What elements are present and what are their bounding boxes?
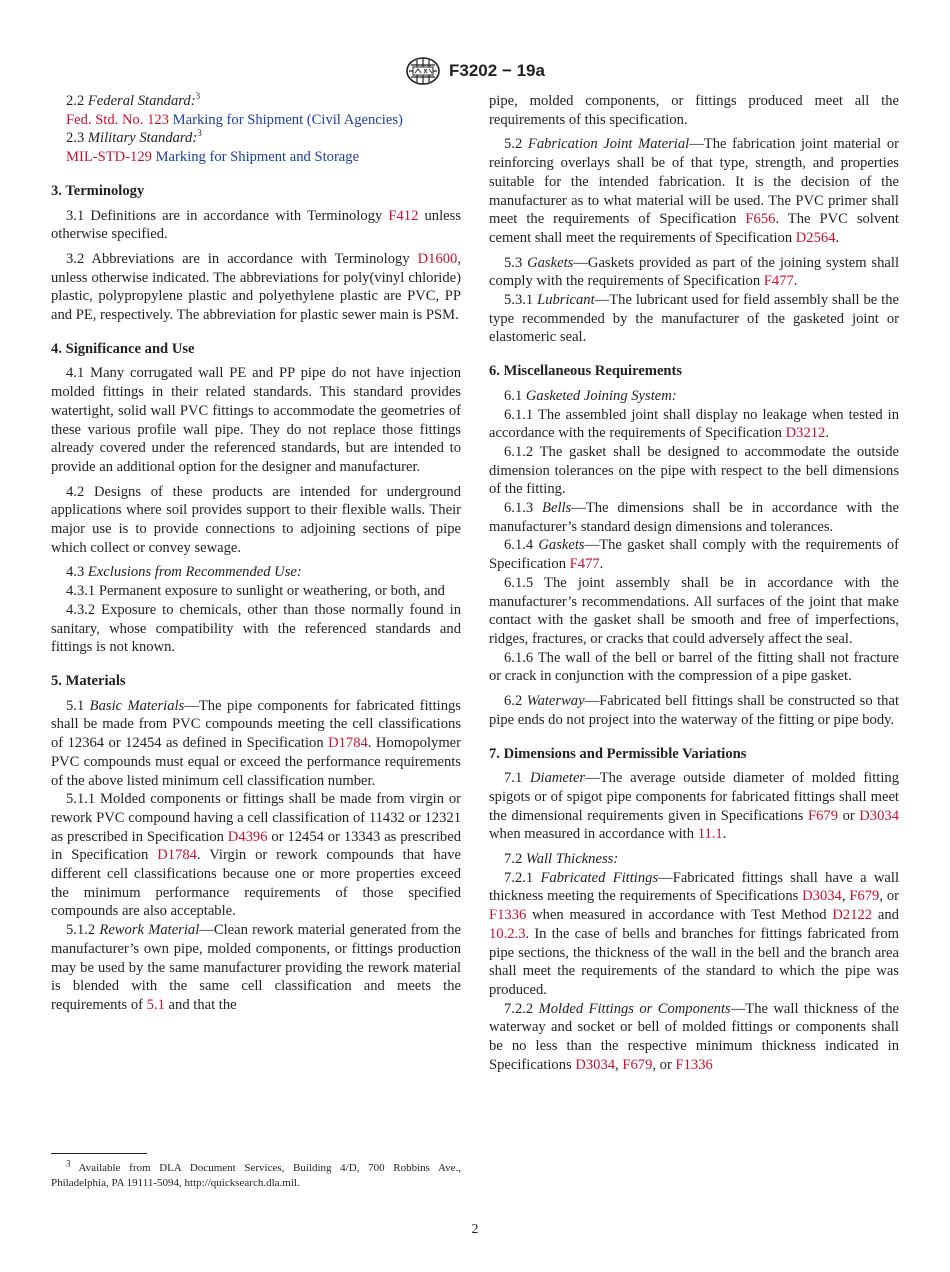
d1784-link[interactable]: D1784: [157, 847, 197, 864]
left-column: [51, 92, 461, 1015]
section-2-2: 2.2 Federal Standard:$^3$: [66, 91, 201, 109]
page-header: [0, 54, 950, 88]
paragraph-7-2-2: 7.2.2 Molded Fittings or Components—The wall thickness of the waterway and socket or bell of molded fittings or components shall be no less than the respective minimum thickness indicated in Specifications D3034, F679, or F1336: [489, 1000, 899, 1073]
d2122-link[interactable]: D2122: [832, 907, 873, 924]
document-designation: F3202 − 19a: [449, 61, 545, 80]
d1784-link[interactable]: D1784: [328, 735, 368, 752]
mil-std-129-link[interactable]: MIL-STD-129: [66, 149, 152, 166]
paragraph-3-1: 3.1 Definitions are in accordance with Terminology F412 unless otherwise specified.: [51, 207, 461, 243]
astm-logo-icon: [405, 56, 441, 86]
fed-std-123-link[interactable]: Fed. Std. No. 123: [66, 111, 169, 128]
d3034-link[interactable]: D3034: [802, 888, 842, 905]
paragraph-6-1-6: 6.1.6 The wall of the bell or barrel of the fitting shall not fracture or crack in conjunction with the compression of a pipe gasket.: [489, 649, 899, 685]
paragraph-3-2: 3.2 Abbreviations are in accordance with Terminology D1600, unless otherwise indicated. The abbreviations for poly(vinyl chloride) plastic, polypropylene plastic and polyethylene plastic are PVC, PP and PE, respectively. The abbreviation for plastic sewer main is PSM.: [51, 250, 461, 324]
federal-standard-ref: Fed. Std. No. 123 Marking for Shipment (Civil Agencies): [66, 111, 403, 128]
heading-dimensions: 7. Dimensions and Permissible Variations: [489, 745, 747, 762]
paragraph-6-1-5: 6.1.5 The joint assembly shall be in accordance with the manufacturer’s recommendations. All surfaces of the joint that make contact with the gasket shall be smooth and free of imperfections, ridges, fractures, or cracks that could adversely affect the seal.: [489, 574, 899, 647]
paragraph-5-2: 5.2 Fabrication Joint Material—The fabrication joint material or reinforcing overlays shall be of that type, strength, and properties suitable for the intended fabrication. It is the decision of the manufacturer as to what material will be used. The PVC primer shall meet the requirements of Specification F656. The PVC solvent cement shall meet the requirements of Specification D2564.: [489, 136, 900, 246]
paragraph-4-3: 4.3 Exclusions from Recommended Use:: [66, 564, 302, 581]
f679-link[interactable]: F679: [808, 807, 839, 824]
military-standard-ref: MIL-STD-129 Marking for Shipment and Storage: [66, 149, 360, 166]
paragraph-4-1: 4.1 Many corrugated wall PE and PP pipe do not have injection molded fittings in their related standards. This standard provides watertight, solid wall PVC fittings to accommodate the geometries of these various profile wall pipe. They do not replace those fittings already covered under the referenced standards, but are intended to provide an additional option for the designer and manufacturer.: [51, 365, 461, 475]
f679-link[interactable]: F679: [622, 1056, 653, 1073]
paragraph-5-3: 5.3 Gaskets—Gaskets provided as part of the joining system shall comply with the requirements of Specification F477.: [489, 254, 899, 290]
d3034-link[interactable]: D3034: [575, 1056, 616, 1073]
f1336-link[interactable]: F1336: [489, 907, 527, 924]
f412-link[interactable]: F412: [388, 207, 419, 224]
d3212-link[interactable]: D3212: [785, 425, 826, 442]
paragraph-5-1-1: 5.1.1 Molded components or fittings shall be made from virgin or rework PVC compound having a cell classification of 11432 or 12321 as prescribed in Specification D4396 or 12454 or 13343 as prescribed in Specification D1784. Virgin or rework compounds that have different cell classifications because one or more properties exceed the minimum performance requirements of those specified compounds are also acceptable.: [51, 791, 462, 920]
paragraph-5-1-2: 5.1.2 Rework Material—Clean rework material generated from the manufacturer’s own pipe, molded components, or fittings production may be used by the same manufacturer providing the rework material is blended with the same cell classification and meets the requirements of 5.1 and that the: [51, 922, 461, 1013]
paragraph-7-2-1: 7.2.1 Fabricated Fittings—Fabricated fittings shall have a wall thickness meeting the requirements of Specifications D3034, F679, or F1336 when measured in accordance with Test Method D2122 and 10.2.3. In the case of bells and branches for fittings fabricated from pipe sections, the thickness of the wall in the bell and the branch area shall meet the requirements of the standard to which the pipe was produced.: [489, 869, 899, 998]
paragraph-4-2: 4.2 Designs of these products are intended for underground applications where soil provides support to their flexible walls. Their major use is to provide connections to adjoining sections of pipe which collect or convey sewage.: [51, 483, 461, 556]
paragraph-6-1-1: 6.1.1 The assembled joint shall display no leakage when tested in accordance with the requirements of Specification D3212.: [489, 406, 899, 442]
heading-significance: 4. Significance and Use: [51, 340, 195, 357]
heading-materials: 5. Materials: [51, 672, 126, 689]
f1336-link[interactable]: F1336: [675, 1056, 713, 1073]
heading-terminology: 3. Terminology: [51, 182, 145, 199]
paragraph-6-1: 6.1 Gasketed Joining System:: [504, 387, 677, 404]
paragraph-4-3-1: 4.3.1 Permanent exposure to sunlight or weathering, or both, and: [66, 583, 445, 600]
d1600-link[interactable]: D1600: [417, 250, 458, 267]
d4396-link[interactable]: D4396: [227, 828, 268, 845]
section-5-1-link[interactable]: 5.1: [146, 996, 165, 1013]
d2564-link[interactable]: D2564: [795, 229, 836, 246]
paragraph-5-3-1: 5.3.1 Lubricant—The lubricant used for field assembly shall be the type recommended by the manufacturer of the gasketed joint or elastomeric seal.: [489, 292, 899, 346]
paragraph-6-2: 6.2 Waterway—Fabricated bell fittings shall be constructed so that pipe ends do not project into the waterway of the fitting or pipe body.: [489, 693, 900, 728]
paragraph-4-3-2: 4.3.2 Exposure to chemicals, other than those normally found in sanitary, whose compatibility with the referenced standards and fittings is not known.: [51, 601, 461, 656]
section-2-3: 2.3 Military Standard:$^3$: [66, 128, 202, 147]
section-10-2-3-link[interactable]: 10.2.3: [489, 925, 526, 942]
paragraph-6-1-2: 6.1.2 The gasket shall be designed to accommodate the outside dimension tolerances on the pipe with respect to the bell dimensions of the fitting.: [489, 443, 899, 498]
right-column: [489, 92, 899, 1074]
f679-link[interactable]: F679: [849, 888, 880, 905]
paragraph-6-1-3: 6.1.3 Bells—The dimensions shall be in accordance with the manufacturer’s standard design dimensions and tolerances.: [489, 500, 899, 535]
section-11-1-link[interactable]: 11.1: [697, 826, 723, 843]
f477-link[interactable]: F477: [763, 273, 794, 290]
d3034-link[interactable]: D3034: [859, 807, 899, 824]
paragraph-5-1: 5.1 Basic Materials—The pipe components for fabricated fittings shall be made from PVC compounds meeting the cell classifications of 12364 or 12454 as defined in Specification D1784. Homopolymer PVC compounds must equal or exceed the performance requirements of the above listed minimum cell classification number.: [51, 697, 462, 789]
paragraph-7-1: 7.1 Diameter—The average outside diameter of molded fitting spigots or of spigot pipe components for fabricated fittings shall meet the dimensional requirements given in Specifications F679 or D3034 when measured in accordance with 11.1.: [489, 770, 899, 843]
page-number: 2: [471, 1222, 479, 1237]
heading-misc-requirements: 6. Miscellaneous Requirements: [489, 363, 683, 380]
f656-link[interactable]: F656: [745, 211, 776, 228]
paragraph-7-2: 7.2 Wall Thickness:: [504, 851, 619, 868]
footnote-3: $^3$ Available from DLA Document Services, Building 4/D, 700 Robbins Ave., Philadelphia, PA 19111-5094, http://quicksearch.dla.mil.: [51, 1158, 461, 1189]
paragraph-continued: pipe, molded components, or fittings produced meet all the requirements of this specification.: [489, 93, 899, 128]
paragraph-6-1-4: 6.1.4 Gaskets—The gasket shall comply with the requirements of Specification F477.: [489, 537, 899, 573]
footnote-divider: [51, 1153, 147, 1154]
f477-link[interactable]: F477: [569, 556, 600, 573]
